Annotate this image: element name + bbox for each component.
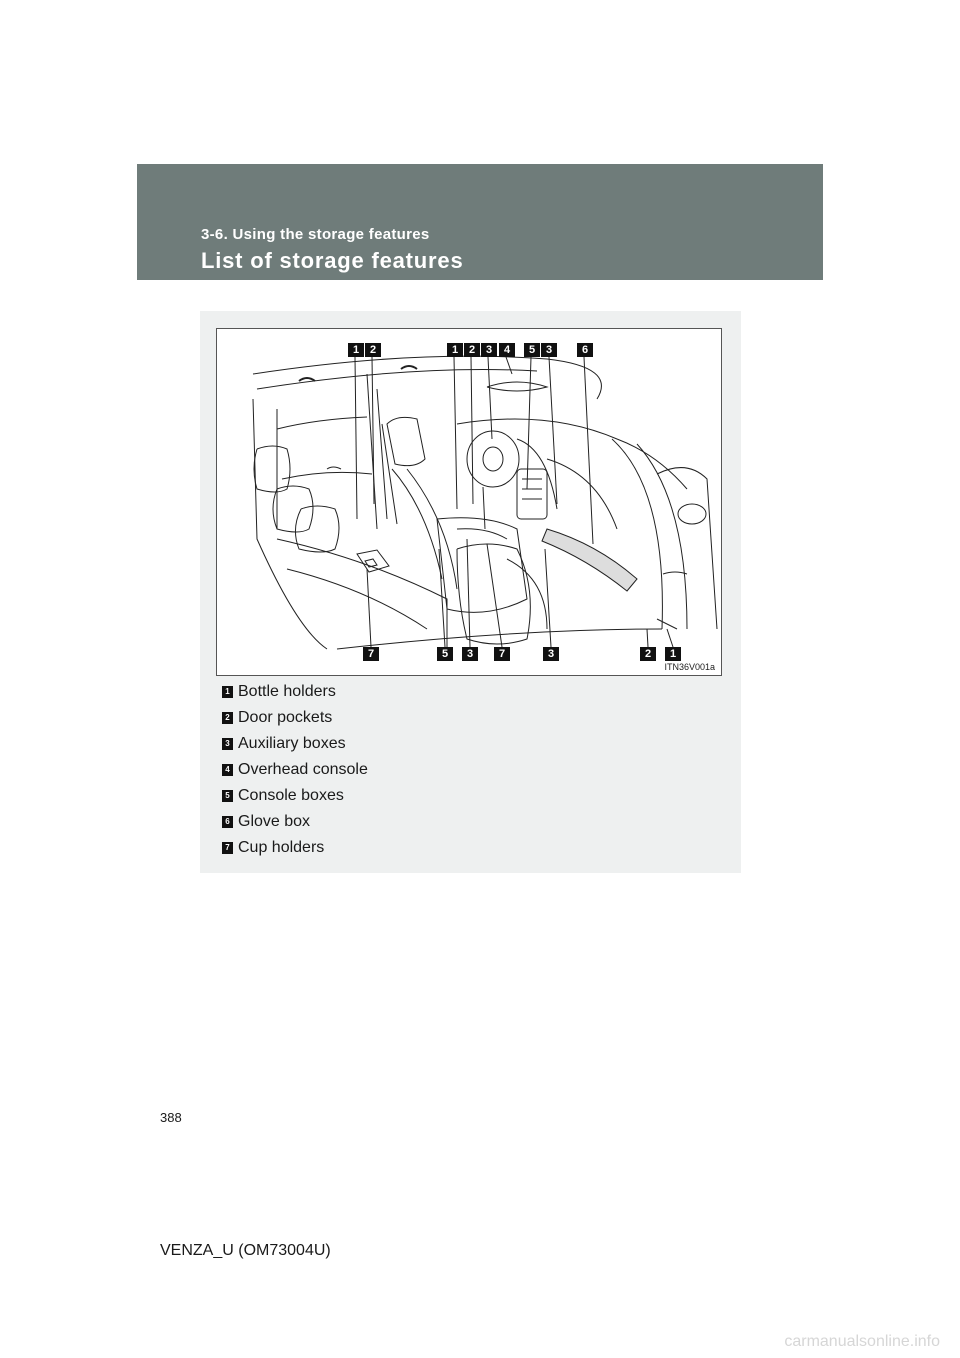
callout-2: 2 (640, 647, 656, 661)
legend-label: Bottle holders (238, 683, 336, 700)
legend-number: 7 (222, 842, 233, 854)
callout-5: 5 (524, 343, 540, 357)
figure-code: ITN36V001a (664, 662, 715, 672)
legend-label: Console boxes (238, 787, 344, 804)
legend-number: 2 (222, 712, 233, 724)
callout-2: 2 (464, 343, 480, 357)
callout-5: 5 (437, 647, 453, 661)
callout-3: 3 (462, 647, 478, 661)
page-title: List of storage features (201, 248, 464, 273)
legend-number: 4 (222, 764, 233, 776)
legend-label: Door pockets (238, 709, 333, 726)
content-panel (200, 311, 741, 873)
legend-label: Cup holders (238, 839, 325, 856)
car-interior-drawing (217, 329, 721, 675)
callout-7: 7 (494, 647, 510, 661)
callout-1: 1 (447, 343, 463, 357)
section-header (137, 164, 823, 280)
callout-3: 3 (541, 343, 557, 357)
callout-2: 2 (365, 343, 381, 357)
callout-1: 1 (348, 343, 364, 357)
legend-label: Overhead console (238, 761, 368, 778)
legend-number: 3 (222, 738, 233, 750)
legend-label: Auxiliary boxes (238, 735, 346, 752)
legend-number: 1 (222, 686, 233, 698)
legend-number: 6 (222, 816, 233, 828)
callout-1: 1 (665, 647, 681, 661)
callout-7: 7 (363, 647, 379, 661)
footer-code: VENZA_U (OM73004U) (160, 1242, 331, 1259)
watermark: carmanualsonline.info (784, 1333, 940, 1350)
legend-number: 5 (222, 790, 233, 802)
callout-4: 4 (499, 343, 515, 357)
interior-illustration (216, 328, 722, 676)
page-number: 388 (160, 1110, 182, 1125)
legend-label: Glove box (238, 813, 311, 830)
section-label: 3-6. Using the storage features (201, 226, 430, 243)
callout-6: 6 (577, 343, 593, 357)
callout-3: 3 (543, 647, 559, 661)
callout-3: 3 (481, 343, 497, 357)
